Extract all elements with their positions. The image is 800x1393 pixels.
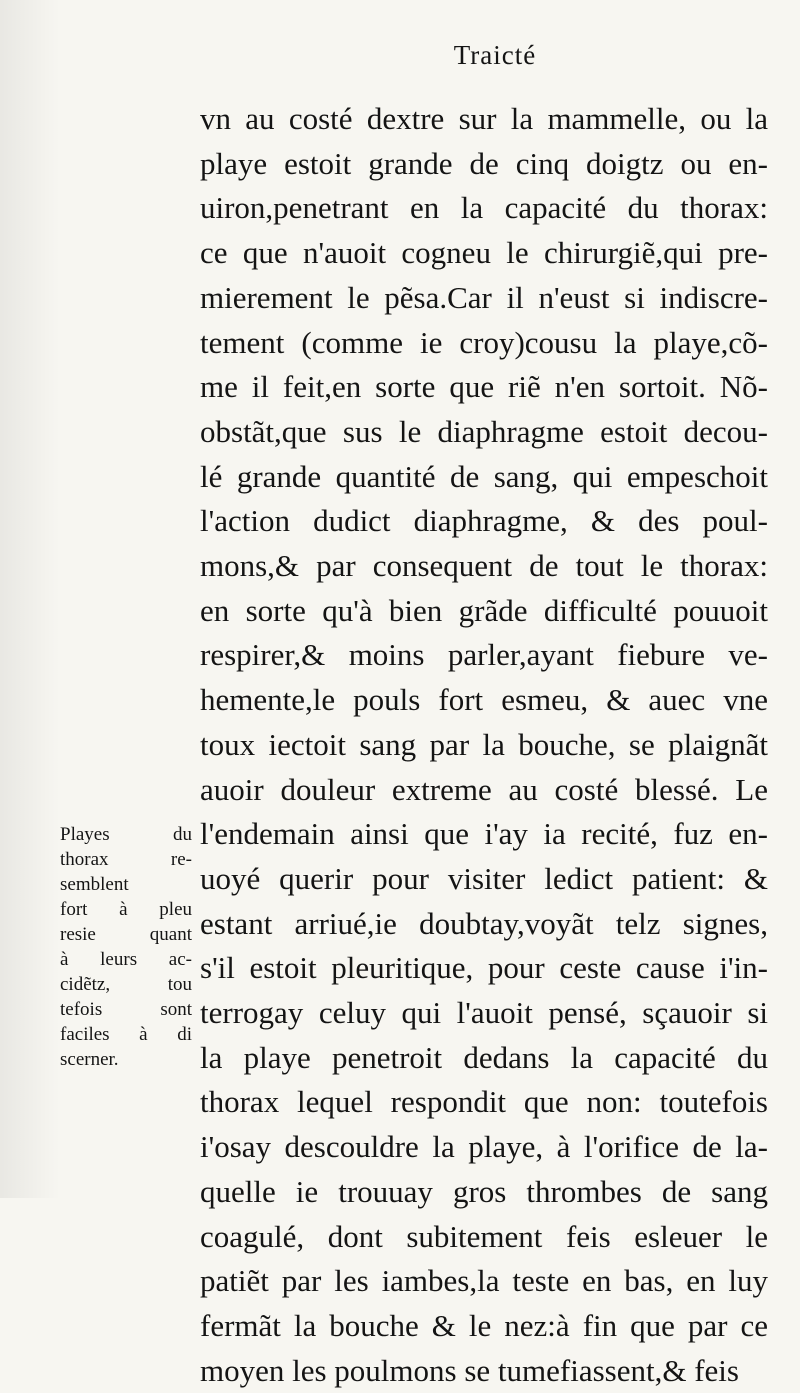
- margin-note-line: semblent: [60, 874, 129, 895]
- margin-note-line: Playes du: [60, 824, 192, 845]
- text-line: me il feit,en sorte que riẽ n'en sortoit. Nõ-: [200, 369, 768, 405]
- text-line: hemente,le pouls fort esmeu, & auec vne: [200, 682, 768, 718]
- text-line: i'osay descouldre la playe, à l'orifice de la-: [200, 1129, 768, 1165]
- text-line: ce que n'auoit cogneu le chirurgiẽ,qui pre-: [200, 235, 768, 271]
- text-line: lé grande quantité de sang, qui empeschoit: [200, 458, 768, 494]
- text-line: estant arriué,ie doubtay,voyãt telz signes,: [200, 905, 768, 941]
- text-line: tement (comme ie croy)cousu la playe,cõ-: [200, 324, 768, 360]
- text-line: toux iectoit sang par la bouche, se plaignãt: [200, 726, 768, 762]
- text-line: playe estoit grande de cinq doigtz ou en-: [200, 145, 768, 181]
- text-line: patiẽt par les iambes,la teste en bas, en luy: [200, 1263, 768, 1299]
- page-edge-shadow: [0, 0, 60, 1198]
- margin-note-line: thorax re-: [60, 849, 192, 870]
- text-line: s'il estoit pleuritique, pour ceste cause i'in-: [200, 950, 768, 986]
- margin-note-line: tefois sont: [60, 999, 192, 1020]
- text-line: quelle ie trouuay gros thrombes de sang: [200, 1173, 768, 1209]
- margin-note-line: à leurs ac-: [60, 949, 192, 970]
- text-line: l'action dudict diaphragme, & des poul-: [200, 503, 768, 539]
- margin-note-line: fort à pleu: [60, 899, 192, 920]
- text-line: obstãt,que sus le diaphragme estoit decou-: [200, 413, 768, 449]
- text-line: vn au costé dextre sur la mammelle, ou la: [200, 101, 768, 136]
- text-line: mons,& par consequent de tout le thorax:: [200, 548, 768, 584]
- text-line: terrogay celuy qui l'auoit pensé, sçauoir si: [200, 995, 768, 1031]
- running-header: [0, 40, 800, 71]
- margin-note-line: scerner.: [60, 1049, 119, 1070]
- text-line: mierement le pẽsa.Car il n'eust si indiscre-: [200, 279, 768, 315]
- margin-note-line: faciles à di: [60, 1024, 192, 1045]
- text-line: uiron,penetrant en la capacité du thorax:: [200, 190, 768, 226]
- text-line: la playe penetroit dedans la capacité du: [200, 1039, 768, 1075]
- text-line: auoir douleur extreme au costé blessé. Le: [200, 771, 768, 807]
- text-line: fermãt la bouche & le nez:à fin que par ce: [200, 1307, 768, 1343]
- text-line: respirer,& moins parler,ayant fiebure ve-: [200, 637, 768, 673]
- marginal-note: [60, 822, 192, 1072]
- main-text-column: [200, 97, 768, 1393]
- text-line: l'endemain ainsi que i'ay ia recité, fuz en-: [200, 816, 768, 852]
- margin-note-line: resie quant: [60, 924, 192, 945]
- running-title: Traicté: [453, 40, 537, 70]
- text-line: en sorte qu'à bien grãde difficulté pouuoit: [200, 592, 768, 628]
- text-line: moyen les poulmons se tumefiassent,& feis: [200, 1352, 739, 1388]
- margin-note-line: cidẽtz, tou: [60, 974, 192, 995]
- text-line: uoyé querir pour visiter ledict patient: &: [200, 860, 768, 896]
- text-line: thorax lequel respondit que non: toutefois: [200, 1084, 768, 1120]
- text-line: coagulé, dont subitement feis esleuer le: [200, 1218, 768, 1254]
